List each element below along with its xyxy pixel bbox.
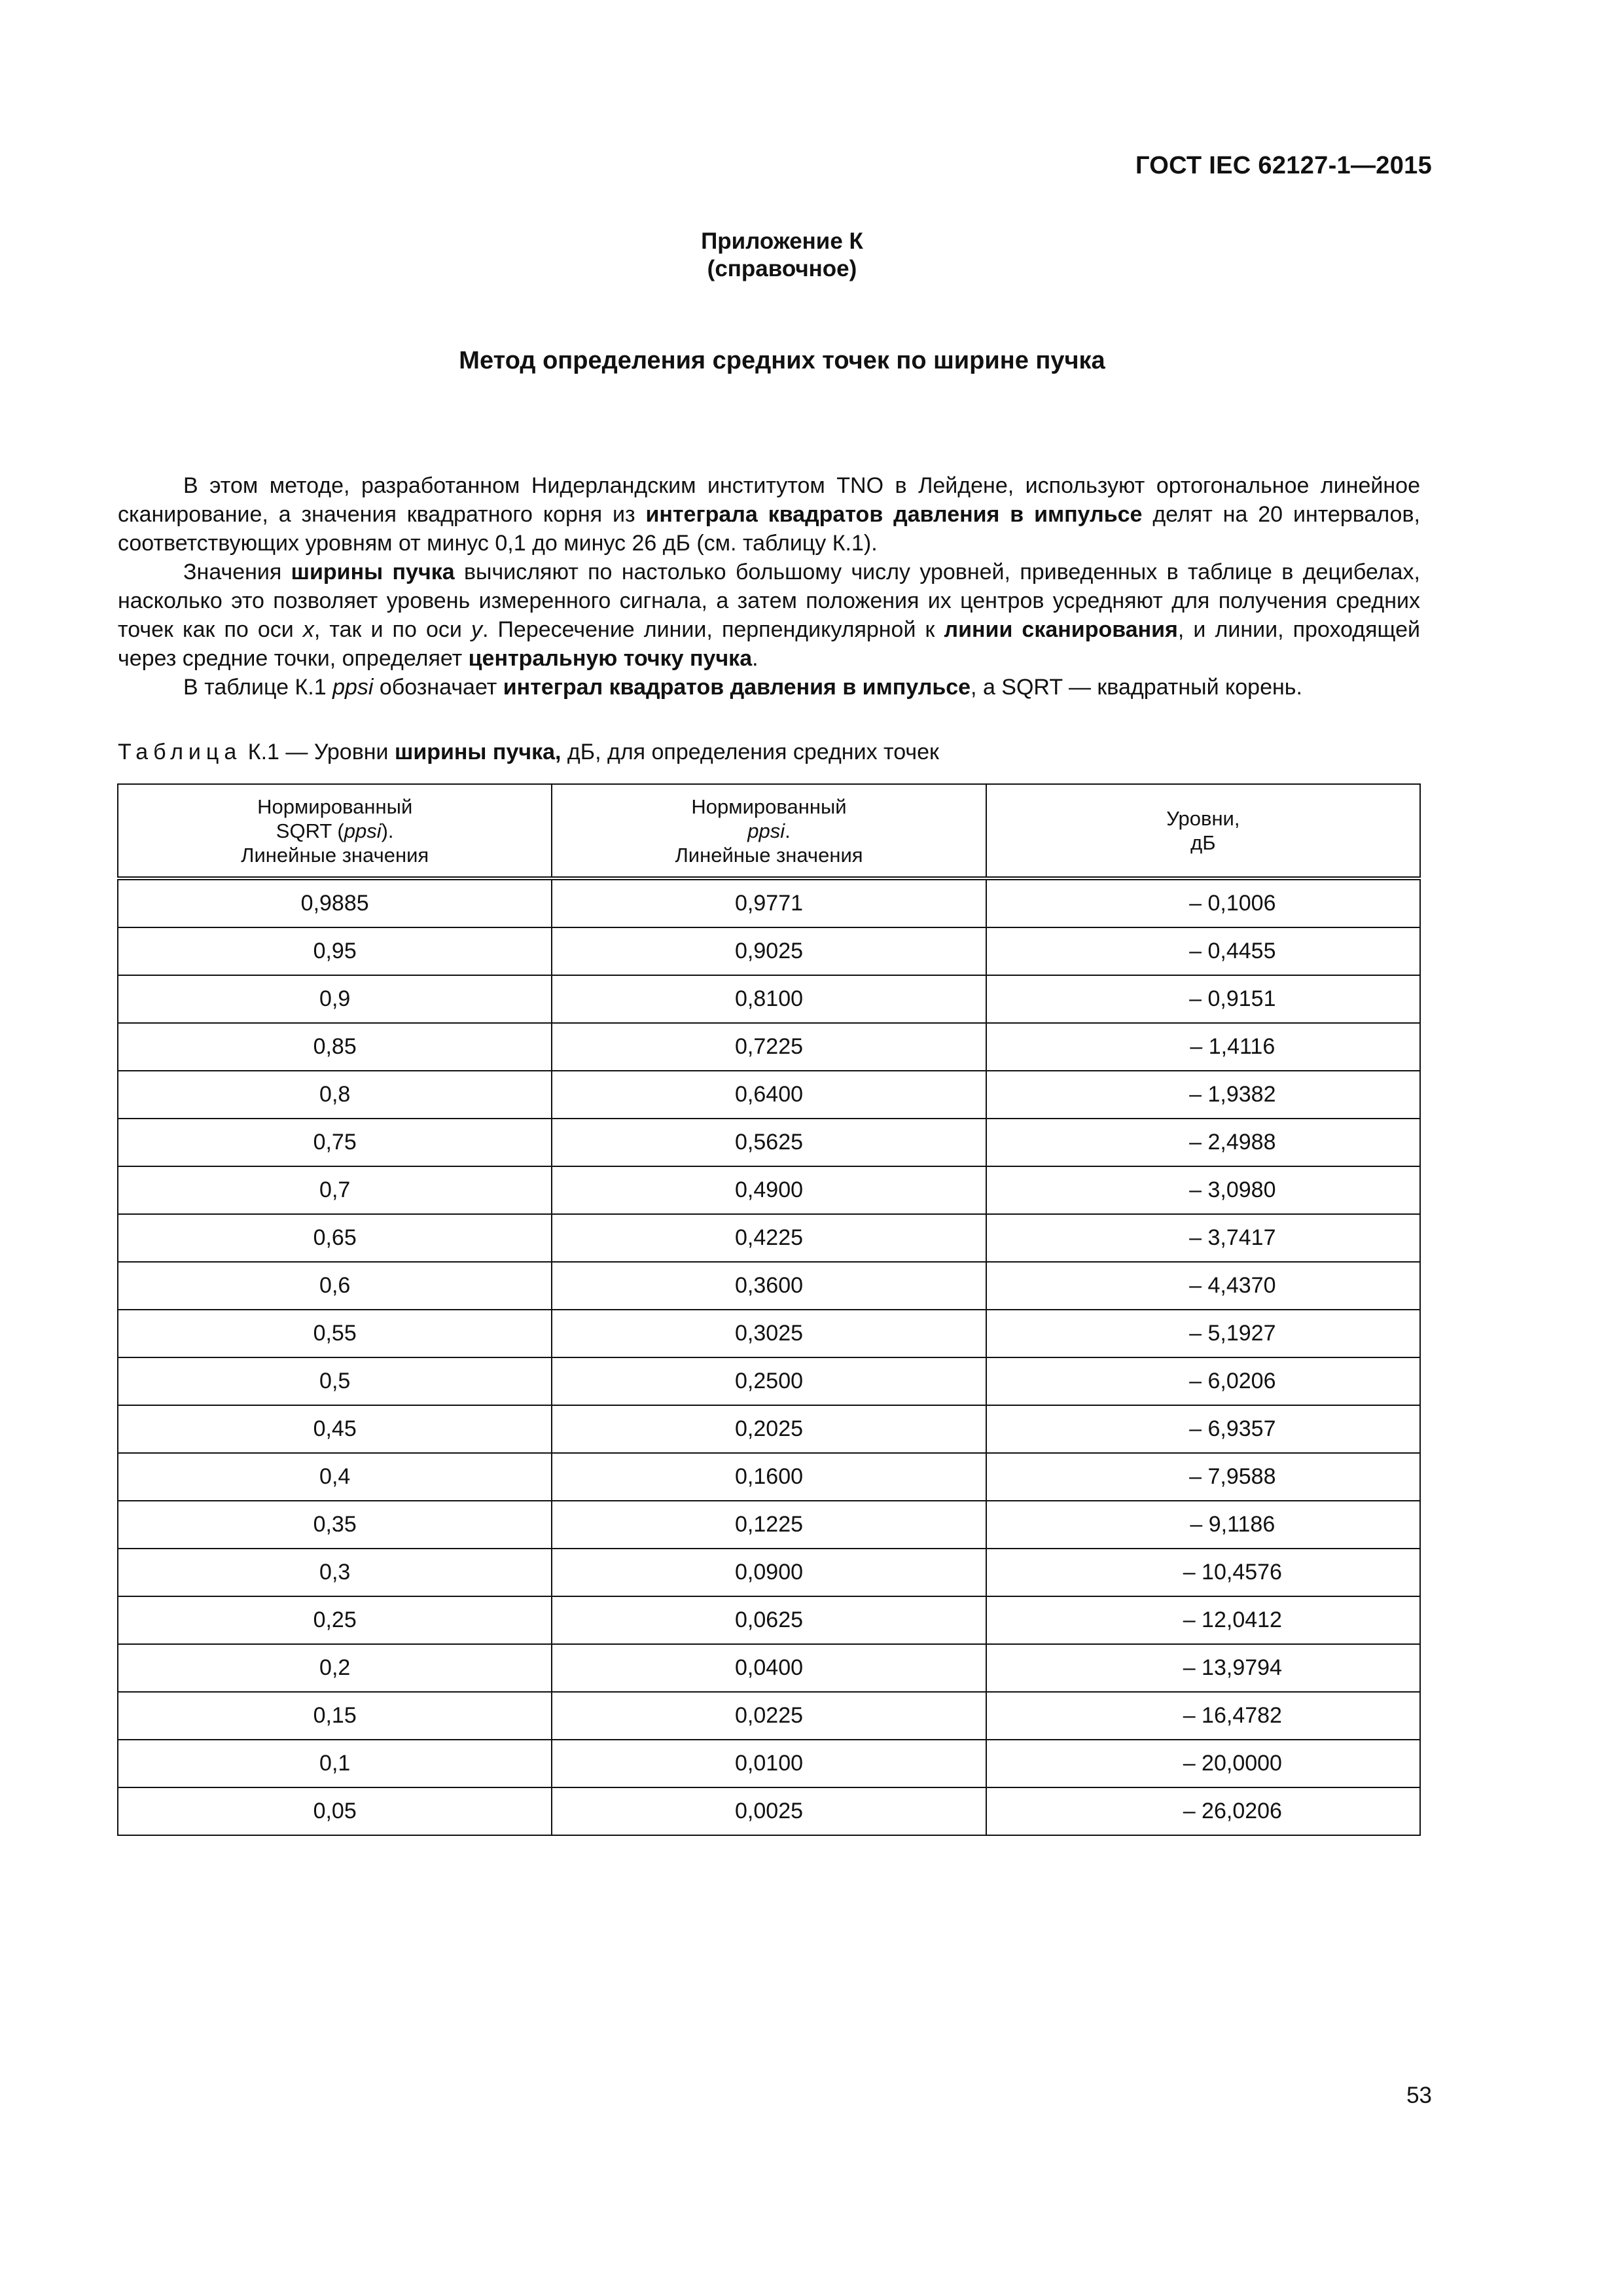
ppsi-value: 0,0025 [552, 1787, 986, 1835]
ppsi-value: 0,3600 [552, 1262, 986, 1310]
sqrt-value: 0,55 [118, 1310, 552, 1357]
table-row [118, 1692, 1420, 1740]
level-db: – 7,9588 [986, 1453, 1420, 1501]
table-row [118, 1453, 1420, 1501]
sqrt-value: 0,8 [118, 1071, 552, 1119]
table-row [118, 1787, 1420, 1835]
table-row [118, 927, 1420, 975]
level-db: – 3,0980 [986, 1166, 1420, 1214]
sqrt-value: 0,9 [118, 975, 552, 1023]
ppsi-value: 0,2025 [552, 1405, 986, 1453]
paragraph-3: В таблице К.1 ppsi обозначает интеграл квадратов давления в импульсе, а SQRT — квадратный корень. [183, 675, 1302, 700]
level-db: – 9,1186 [986, 1501, 1420, 1549]
level-db: – 3,7417 [986, 1214, 1420, 1262]
header-normalized-ppsi: Нормированный ppsi. Линейные значения [552, 784, 986, 878]
ppsi-value: 0,0225 [552, 1692, 986, 1740]
level-db: – 0,1006 [986, 878, 1420, 927]
section-title: Метод определения средних точек по ширине пучка [459, 347, 1105, 374]
level-db: – 10,4576 [986, 1549, 1420, 1596]
ppsi-value: 0,2500 [552, 1357, 986, 1405]
table-row [118, 1405, 1420, 1453]
sqrt-value: 0,3 [118, 1549, 552, 1596]
sqrt-value: 0,25 [118, 1596, 552, 1644]
table-row [118, 878, 1420, 927]
sqrt-value: 0,65 [118, 1214, 552, 1262]
level-db: – 4,4370 [986, 1262, 1420, 1310]
beam-width-levels-table [117, 783, 1421, 1836]
ppsi-value: 0,0400 [552, 1644, 986, 1692]
header-normalized-sqrt: Нормированный SQRT (ppsi). Линейные значения [118, 784, 552, 878]
sqrt-value: 0,6 [118, 1262, 552, 1310]
level-db: – 0,4455 [986, 927, 1420, 975]
ppsi-value: 0,0900 [552, 1549, 986, 1596]
ppsi-value: 0,7225 [552, 1023, 986, 1071]
header-levels-db: Уровни, дБ [986, 784, 1420, 878]
sqrt-value: 0,85 [118, 1023, 552, 1071]
table-header-row [118, 784, 1420, 878]
table-row [118, 1740, 1420, 1787]
standard-code: ГОСТ IEC 62127-1—2015 [1135, 152, 1432, 179]
level-db: – 5,1927 [986, 1310, 1420, 1357]
ppsi-value: 0,4225 [552, 1214, 986, 1262]
body-text [118, 471, 1420, 702]
ppsi-value: 0,4900 [552, 1166, 986, 1214]
level-db: – 26,0206 [986, 1787, 1420, 1835]
table-row [118, 1549, 1420, 1596]
table-row [118, 1262, 1420, 1310]
sqrt-value: 0,45 [118, 1405, 552, 1453]
page-number: 53 [1406, 2083, 1432, 2108]
appendix-title: Приложение К [701, 228, 863, 254]
ppsi-value: 0,9771 [552, 878, 986, 927]
table-caption: Таблица К.1 — Уровни ширины пучка, дБ, для определения средних точек [118, 740, 939, 764]
sqrt-value: 0,35 [118, 1501, 552, 1549]
appendix-heading [0, 228, 1564, 283]
table-row [118, 1119, 1420, 1166]
table-row [118, 1501, 1420, 1549]
level-db: – 6,9357 [986, 1405, 1420, 1453]
ppsi-value: 0,6400 [552, 1071, 986, 1119]
table-row [118, 1310, 1420, 1357]
table-row [118, 1023, 1420, 1071]
paragraph-2: Значения ширины пучка вычисляют по настолько большому числу уровней, приведенных в таблице в децибелах, насколько это позволяет уровень измеренного сигнала, а затем положения их центров усредняют для получения средних точек как по оси x, так и по оси y. Пересечение линии, перпендикулярной к линии сканирования, и линии, проходящей через средние точки, определяет центральную точку пучка. [118, 560, 1421, 671]
level-db: – 1,4116 [986, 1023, 1420, 1071]
ppsi-value: 0,5625 [552, 1119, 986, 1166]
sqrt-value: 0,15 [118, 1692, 552, 1740]
sqrt-value: 0,1 [118, 1740, 552, 1787]
appendix-subtitle: (справочное) [707, 256, 857, 281]
ppsi-value: 0,0625 [552, 1596, 986, 1644]
sqrt-value: 0,95 [118, 927, 552, 975]
level-db: – 12,0412 [986, 1596, 1420, 1644]
sqrt-value: 0,4 [118, 1453, 552, 1501]
table-row [118, 1071, 1420, 1119]
sqrt-value: 0,75 [118, 1119, 552, 1166]
table-row [118, 1644, 1420, 1692]
level-db: – 20,0000 [986, 1740, 1420, 1787]
ppsi-value: 0,8100 [552, 975, 986, 1023]
ppsi-value: 0,1600 [552, 1453, 986, 1501]
sqrt-value: 0,7 [118, 1166, 552, 1214]
level-db: – 6,0206 [986, 1357, 1420, 1405]
table-row [118, 975, 1420, 1023]
table-row [118, 1596, 1420, 1644]
table-row [118, 1357, 1420, 1405]
level-db: – 1,9382 [986, 1071, 1420, 1119]
paragraph-1: В этом методе, разработанном Нидерландским институтом TNO в Лейдене, используют ортогональное линейное сканирование, а значения квадратного корня из интеграла квадратов давления в импульсе делят на 20 интервалов, соответствующих уровням от минус 0,1 до минус 26 дБ (см. таблицу К.1). [118, 473, 1420, 556]
level-db: – 16,4782 [986, 1692, 1420, 1740]
sqrt-value: 0,9885 [118, 878, 552, 927]
level-db: – 2,4988 [986, 1119, 1420, 1166]
level-db: – 13,9794 [986, 1644, 1420, 1692]
level-db: – 0,9151 [986, 975, 1420, 1023]
ppsi-value: 0,3025 [552, 1310, 986, 1357]
sqrt-value: 0,2 [118, 1644, 552, 1692]
table-row [118, 1166, 1420, 1214]
sqrt-value: 0,05 [118, 1787, 552, 1835]
ppsi-value: 0,0100 [552, 1740, 986, 1787]
ppsi-value: 0,1225 [552, 1501, 986, 1549]
ppsi-value: 0,9025 [552, 927, 986, 975]
table-row [118, 1214, 1420, 1262]
sqrt-value: 0,5 [118, 1357, 552, 1405]
